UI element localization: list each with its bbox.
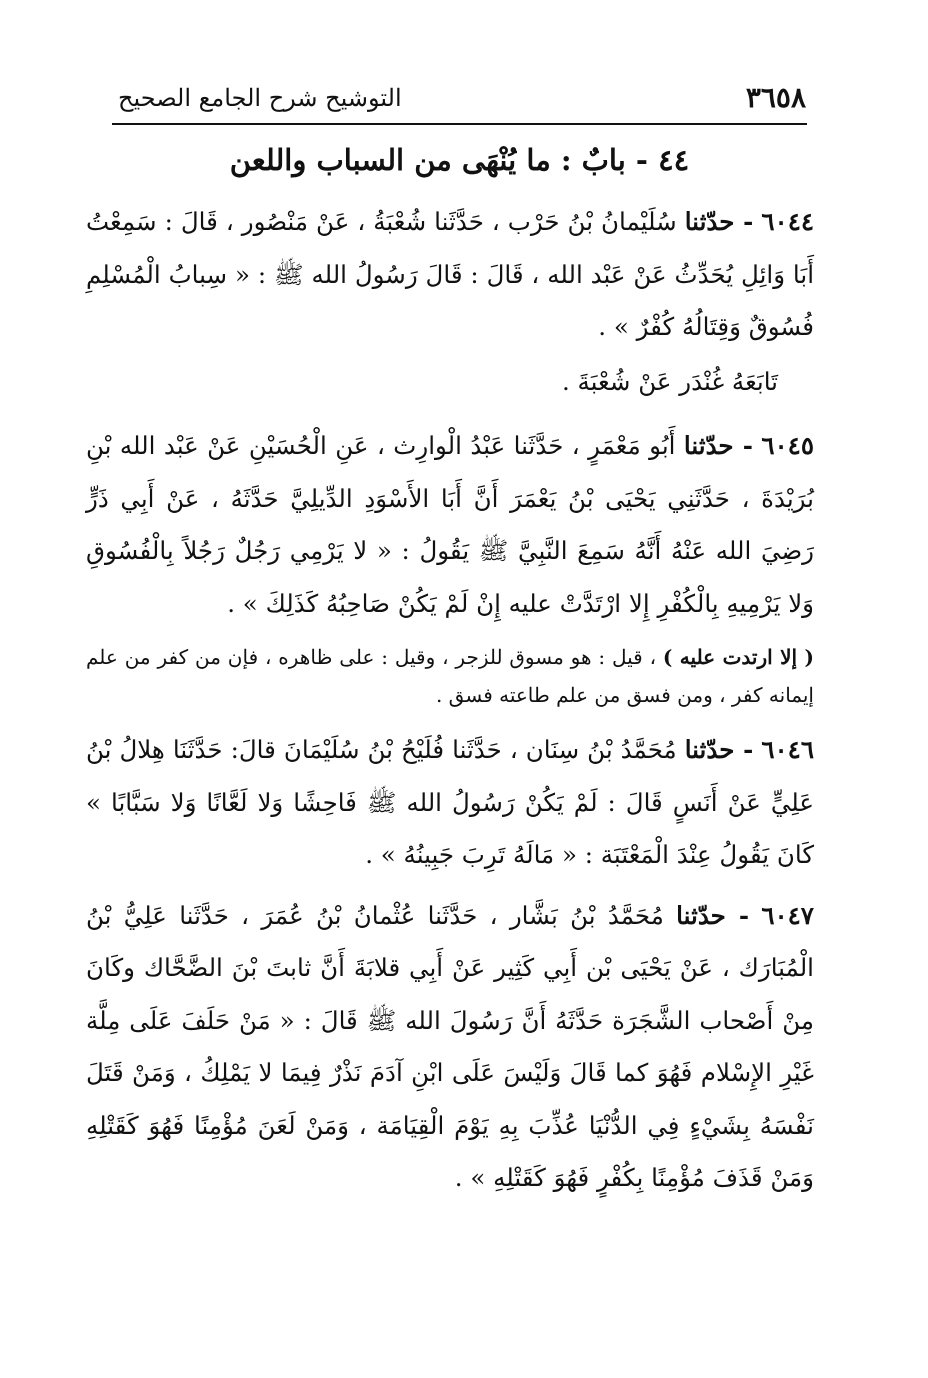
chapter-heading: ٤٤ - بابٌ : ما يُنْهَى من السباب واللعن <box>229 143 690 177</box>
hadith-text: مُحَمَّدُ بْنُ بَشَّار ، حَدَّثَنا عُثْمانُ بْنُ عُمَرَ ، حَدَّثَنا عَلِيُّ بْنُ الْمُبَارَك ، عَنْ يَحْيَى بْن أَبِي كَثِير عَنْ أَبِي قلابَةَ أَنَّ ثابتَ بْنَ الضَّحَّاك وكَانَ مِنْ أَصْحاب الشَّجَرَة حَدَّثَهُ أَنَّ رَسُولَ الله ﷺ قَالَ : « مَنْ حَلَفَ عَلَى مِلَّة غَيْرِ الإِسْلام فَهُوَ كما قَالَ وَلَيْسَ عَلَى ابْنِ آدَمَ نَذْرٌ فِيمَا لا يَمْلِكُ ، وَمَنْ قَتَلَ نَفْسَهُ بِشَيْءٍ فِي الدُّنْيَا عُذِّبَ بِهِ يَوْمَ الْقِيَامَة ، وَمَنْ لَعَنَ مُؤْمِنًا فَهُوَ كَقَتْلِهِ وَمَنْ قَذَفَ مُؤْمِنًا بِكُفْرٍ فَهُوَ كَقَتْلِهِ » . <box>86 900 814 1192</box>
hadith-number: ٦٠٤٧ <box>761 900 814 930</box>
hadith-number: ٦٠٤٤ <box>761 207 815 236</box>
hadith-6045 <box>86 420 814 630</box>
hadith-lead: - حدّثنا <box>684 207 754 236</box>
hadith-6047 <box>86 890 814 1205</box>
header-rule <box>112 123 807 125</box>
hadith-6046 <box>86 724 814 882</box>
page-body <box>86 196 814 1213</box>
running-title: التوشيح شرح الجامع الصحيح <box>118 84 402 112</box>
hadith-lead: - حدّثنا <box>676 900 750 930</box>
hadith-6044 <box>86 196 814 354</box>
page-header <box>118 78 806 122</box>
hadith-text: مُحَمَّدُ بْنُ سِنَان ، حَدَّثَنا فُلَيْحُ بْنُ سُلَيْمَانَ قالَ: حَدَّثَنَا هِلالُ بْنُ عَلِيٍّ عَنْ أَنَسٍ قَالَ : لَمْ يَكُنْ رَسُولُ الله ﷺ فَاحِشًا وَلا لَعَّانًا وَلا سَبَّابًا » كَانَ يَقُولُ عِنْدَ الْمَعْتَبَة : « مَالَهُ تَرِبَ جَبِينُهُ » . <box>86 735 814 869</box>
commentary-term: ( إلا ارتدت عليه ) <box>662 645 815 669</box>
commentary-6045 <box>86 638 814 714</box>
hadith-follow-note: تَابَعَهُ غُنْدَر عَنْ شُعْبَةَ . <box>561 366 778 396</box>
hadith-lead: - حدّثنا <box>683 431 753 460</box>
hadith-lead: - حدّثنا <box>684 735 754 764</box>
hadith-text: أَبُو مَعْمَرٍ ، حَدَّثَنا عَبْدُ الْوارِث ، عَنِ الْحُسَيْنِ عَنْ عَبْد الله بْنِ بُرَيْدَةَ ، حَدَّثَنِي يَحْيَى بْنُ يَعْمَرَ أَنَّ أَبَا الأَسْوَدِ الدِّيلِيَّ حَدَّثَهُ ، عَنْ أَبِي ذَرٍّ رَضِيَ الله عَنْهُ أَنَّهُ سَمِعَ النَّبِيَّ ﷺ يَقُولُ : « لا يَرْمِي رَجُلٌ رَجُلاً بِالْفُسُوقِ وَلا يَرْمِيهِ بِالْكُفْرِ إِلا ارْتَدَّتْ عليه إِنْ لَمْ يَكُنْ صَاحِبُهُ كَذَلِكَ » . <box>86 431 814 618</box>
hadith-number: ٦٠٤٥ <box>761 431 814 460</box>
hadith-number: ٦٠٤٦ <box>761 735 814 764</box>
commentary-text: ، قيل : هو مسوق للزجر ، وقيل : على ظاهره ، فإن من كفر من علم إيمانه كفر ، ومن فسق من علم طاعته فسق . <box>86 645 814 707</box>
page-number: ٣٦٥٨ <box>745 81 806 114</box>
hadith-text: سُلَيْمانُ بْنُ حَرْب ، حَدَّثَنا شُعْبَةُ ، عَنْ مَنْصُور ، قَالَ : سَمِعْتُ أَبَا وَائِلِ يُحَدِّثُ عَنْ عَبْد الله ، قَالَ : قَالَ رَسُولُ الله ﷺ : « سِبابُ الْمُسْلِمِ فُسُوقٌ وَقِتَالُهُ كُفْرٌ » . <box>86 207 814 341</box>
